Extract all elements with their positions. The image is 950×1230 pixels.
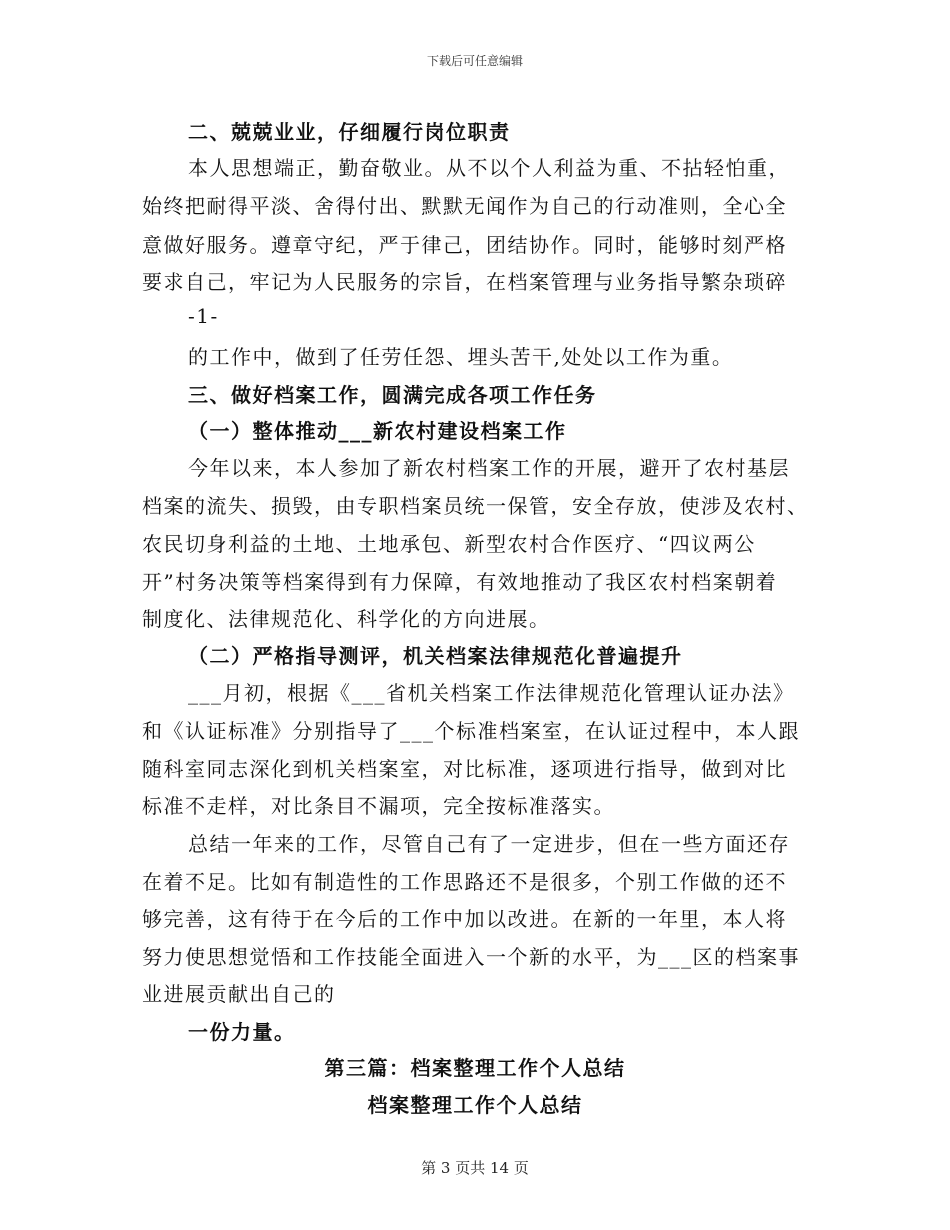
paragraph-line: ___月初，根据《___省机关档案工作法律规范化管理认证办法》 (188, 681, 795, 705)
paragraph-line: 和《认证标准》分别指导了___个标准档案室，在认证过程中，本人跟 (142, 719, 800, 743)
heading-line: 二、兢兢业业，仔细履行岗位职责 (188, 120, 511, 144)
paragraph-line: -1- (188, 304, 219, 328)
page-header-note: 下载后可任意编辑 (426, 54, 523, 68)
heading-line: 第三篇：档案整理工作个人总结 (324, 1056, 626, 1080)
paragraph-line: 业进展贡献出自己的 (142, 982, 336, 1006)
heading-line: （一）整体推动___新农村建设档案工作 (188, 419, 567, 443)
paragraph-line: 农民切身利益的土地、土地承包、新型农村合作医疗、“四议两公 (142, 532, 756, 556)
paragraph-line: 本人思想端正，勤奋敬业。从不以个人利益为重、不拈轻怕重， (188, 156, 790, 180)
heading-line: 三、做好档案工作，圆满完成各项工作任务 (188, 383, 597, 407)
heading-line: 一份力量。 (188, 1020, 296, 1044)
paragraph-line: 档案的流失、损毁，由专职档案员统一保管，安全存放，使涉及农村、 (142, 494, 809, 518)
paragraph-line: 要求自己，牢记为人民服务的宗旨，在档案管理与业务指导繁杂琐碎 (142, 270, 787, 294)
paragraph-line: 努力使思想觉悟和工作技能全面进入一个新的水平，为___区的档案事 (142, 945, 800, 969)
heading-line: （二）严格指导测评，机关档案法律规范化普遍提升 (188, 644, 683, 668)
page-footer-number: 第 3 页共 14 页 (421, 1159, 529, 1177)
paragraph-line: 今年以来，本人参加了新农村档案工作的开展，避开了农村基层 (188, 456, 790, 480)
paragraph-line: 总结一年来的工作，尽管自己有了一定进步，但在一些方面还存 (188, 832, 790, 856)
heading-line: 档案整理工作个人总结 (367, 1093, 583, 1117)
paragraph-line: 意做好服务。遵章守纪，严于律己，团结协作。同时，能够时刻严格 (142, 233, 787, 257)
paragraph-line: 随科室同志深化到机关档案室，对比标准，逐项进行指导，做到对比 (142, 757, 787, 781)
paragraph-line: 始终把耐得平淡、舍得付出、默默无闻作为自己的行动准则，全心全 (142, 194, 787, 218)
paragraph-line: 的工作中，做到了任劳任怨、埋头苦干,处处以工作为重。 (188, 345, 734, 369)
paragraph-line: 制度化、法律规范化、科学化的方向进展。 (142, 607, 551, 631)
paragraph-line: 开”村务决策等档案得到有力保障，有效地推动了我区农村档案朝着 (142, 570, 778, 594)
paragraph-line: 够完善，这有待于在今后的工作中加以改进。在新的一年里，本人将 (142, 907, 787, 931)
paragraph-line: 在着不足。比如有制造性的工作思路还不是很多，个别工作做的还不 (142, 870, 787, 894)
paragraph-line: 标准不走样，对比条目不漏项，完全按标准落实。 (142, 794, 615, 818)
